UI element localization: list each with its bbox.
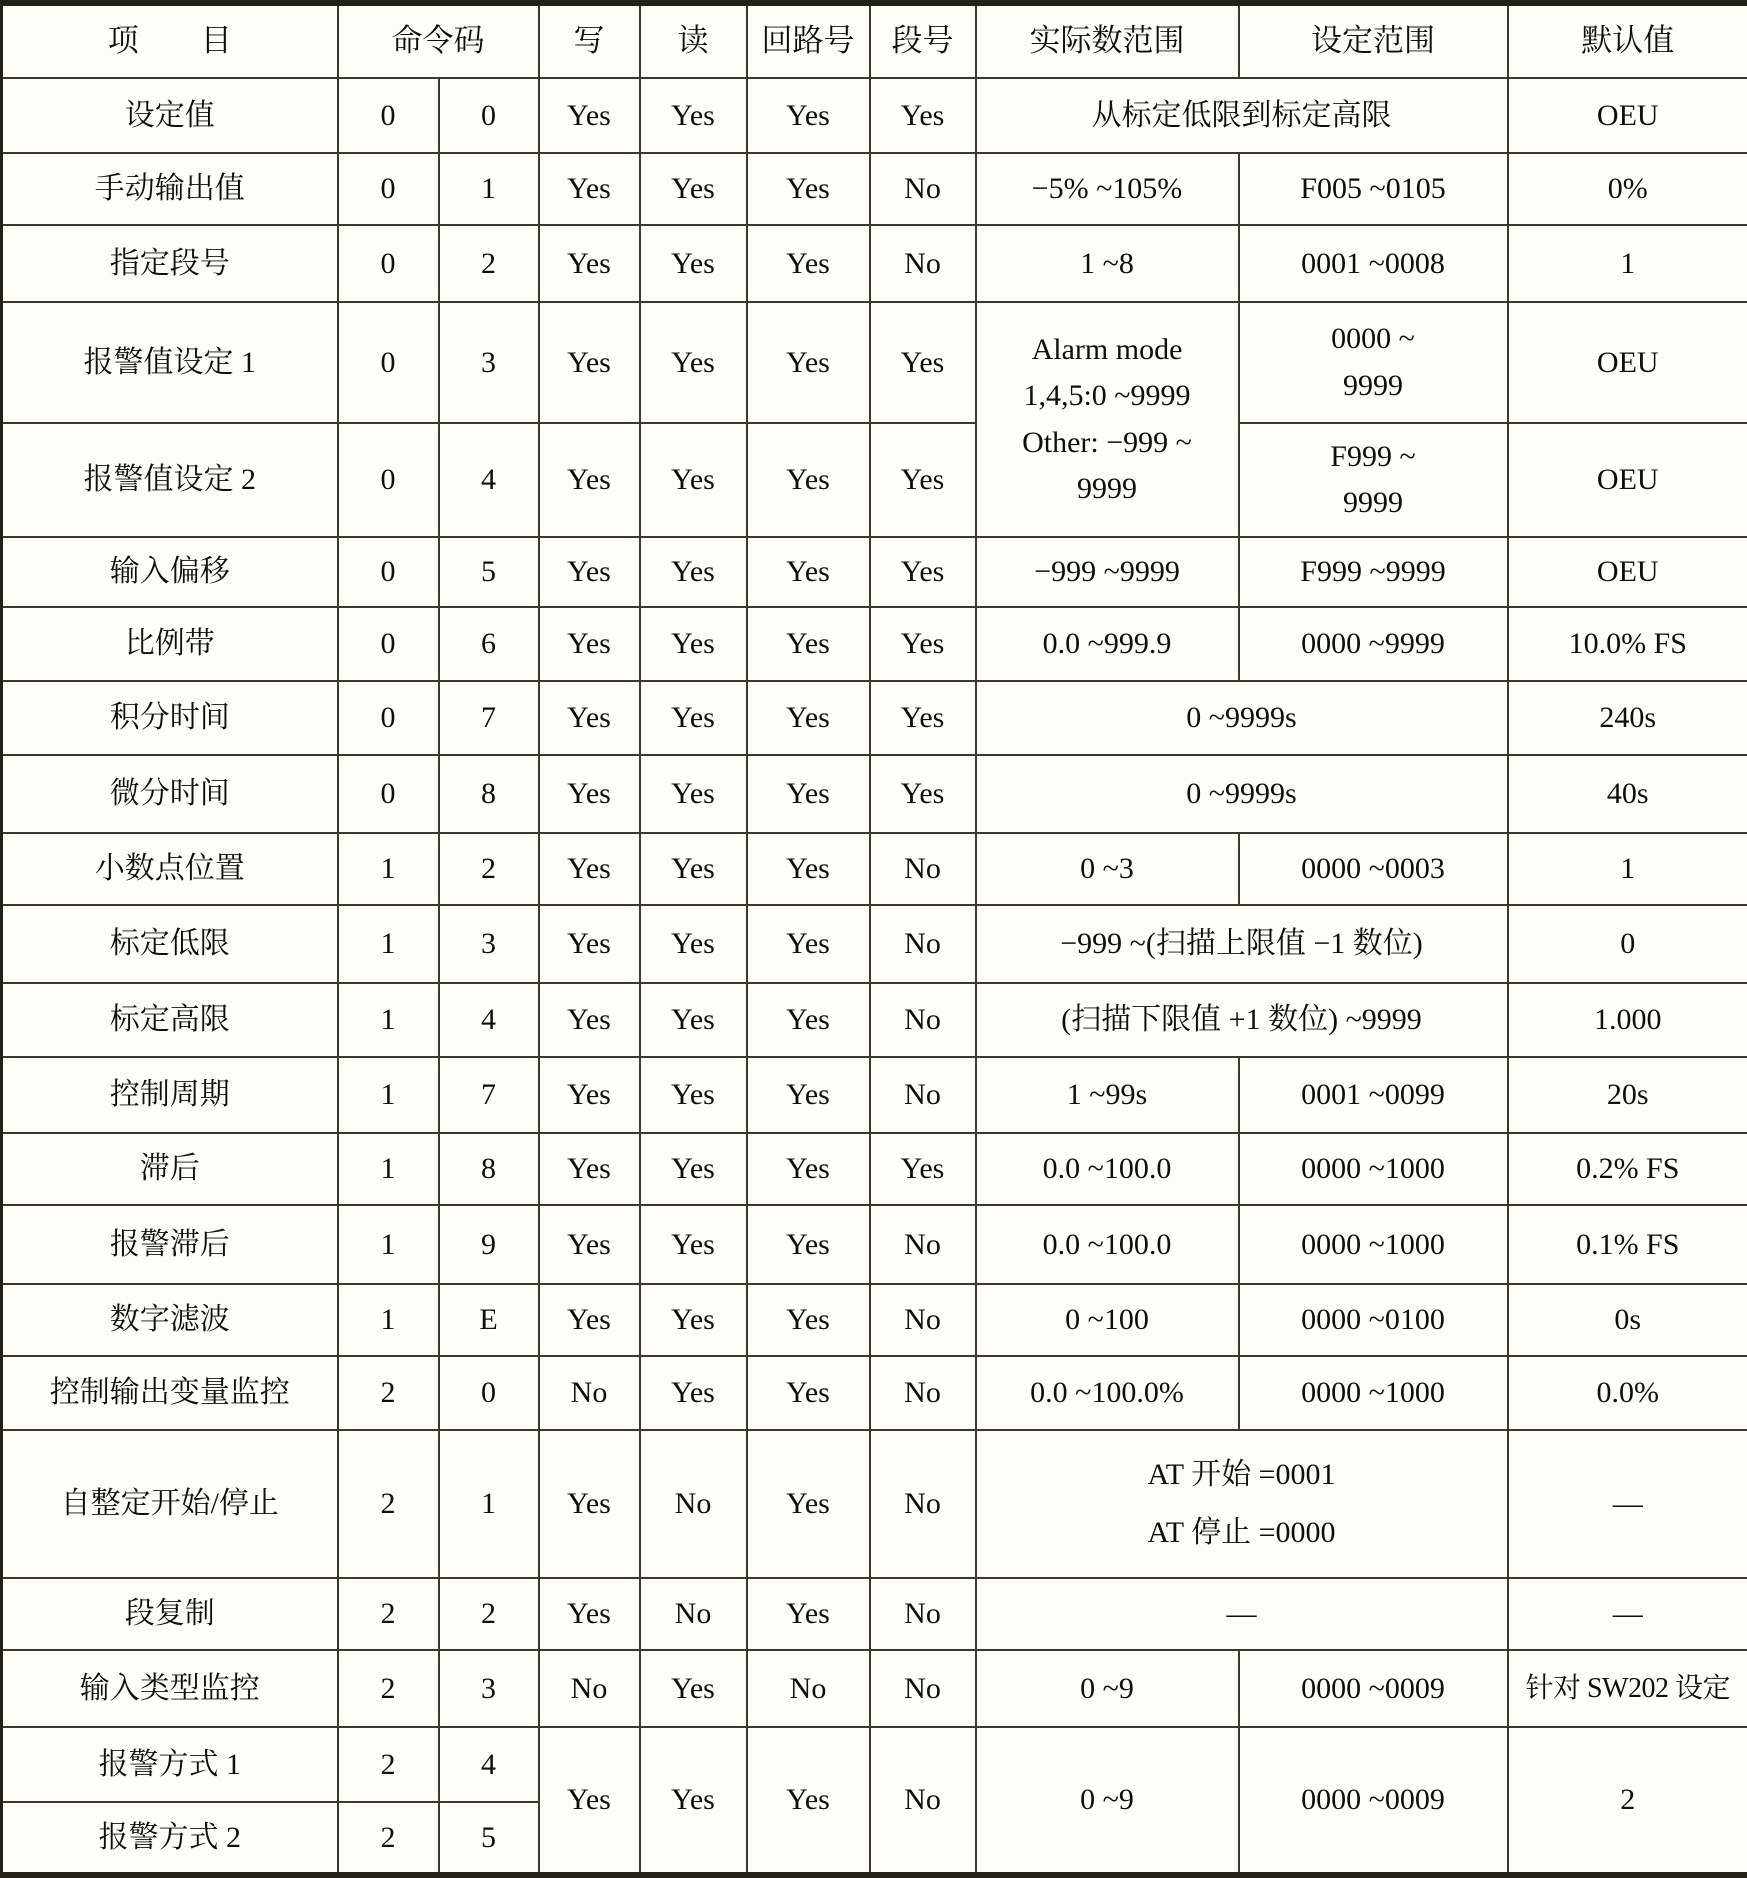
header-segment-number: 段号 — [870, 3, 976, 78]
cell-item: 输入偏移 — [2, 537, 338, 607]
cell-range-merged: 从标定低限到标定高限 — [976, 78, 1508, 153]
table-row-input-offset — [2, 537, 1747, 607]
cell-line: 9999 — [980, 466, 1235, 513]
cell-cmd1: 1 — [338, 1133, 439, 1205]
cell-loop: Yes — [747, 833, 870, 905]
cell-segment: No — [870, 1430, 976, 1578]
cell-default: 0s — [1508, 1284, 1747, 1356]
table-row-autotune-start-stop — [2, 1430, 1747, 1578]
cell-setting-range: 0000 ~0003 — [1239, 833, 1508, 905]
cell-item: 指定段号 — [2, 225, 338, 302]
cell-loop: Yes — [747, 1430, 870, 1578]
cell-loop: Yes — [747, 302, 870, 423]
cell-cmd2: 4 — [439, 1727, 539, 1802]
cell-default: 0% — [1508, 153, 1747, 225]
cell-default: 0.2% FS — [1508, 1133, 1747, 1205]
table-row-calibration-high-limit — [2, 983, 1747, 1057]
cell-range-merged — [976, 1430, 1508, 1578]
cell-actual-range: 0 ~3 — [976, 833, 1239, 905]
table-row-hysteresis — [2, 1133, 1747, 1205]
cell-write: Yes — [539, 681, 640, 755]
cell-item: 比例带 — [2, 607, 338, 681]
cell-cmd1: 1 — [338, 1205, 439, 1284]
cell-cmd1: 1 — [338, 1284, 439, 1356]
cell-read: Yes — [640, 78, 747, 153]
cell-write: Yes — [539, 1578, 640, 1650]
cell-item: 微分时间 — [2, 755, 338, 833]
cell-write: Yes — [539, 537, 640, 607]
cell-cmd1: 2 — [338, 1727, 439, 1802]
cell-item: 报警方式 1 — [2, 1727, 338, 1802]
cell-write: Yes — [539, 607, 640, 681]
header-read: 读 — [640, 3, 747, 78]
cell-read: Yes — [640, 1205, 747, 1284]
cell-cmd1: 0 — [338, 78, 439, 153]
cell-segment: No — [870, 1650, 976, 1727]
table-row-derivative-time — [2, 755, 1747, 833]
cell-read: Yes — [640, 1356, 747, 1430]
cell-cmd1: 0 — [338, 225, 439, 302]
cell-actual-range: 0.0 ~999.9 — [976, 607, 1239, 681]
table-row-proportional-band — [2, 607, 1747, 681]
cell-item: 报警方式 2 — [2, 1802, 338, 1875]
cell-default: OEU — [1508, 537, 1747, 607]
cell-segment: No — [870, 983, 976, 1057]
table-row-segment-copy — [2, 1578, 1747, 1650]
cell-actual-range: 0 ~100 — [976, 1284, 1239, 1356]
table-row-manual-output — [2, 153, 1747, 225]
cell-segment: Yes — [870, 302, 976, 423]
cell-read: Yes — [640, 905, 747, 983]
cell-item: 报警值设定 2 — [2, 423, 338, 537]
cell-segment: Yes — [870, 423, 976, 537]
cell-cmd1: 0 — [338, 755, 439, 833]
cell-loop: Yes — [747, 225, 870, 302]
cell-loop: No — [747, 1650, 870, 1727]
cell-setting-range: F999 ~9999 — [1239, 537, 1508, 607]
cell-default: 1 — [1508, 833, 1747, 905]
cell-cmd2: 0 — [439, 1356, 539, 1430]
header-setting-range: 设定范围 — [1239, 3, 1508, 78]
cell-setting-range — [1239, 302, 1508, 423]
cell-cmd2: 3 — [439, 905, 539, 983]
cell-item: 滞后 — [2, 1133, 338, 1205]
cell-write: Yes — [539, 905, 640, 983]
cell-actual-range: −999 ~9999 — [976, 537, 1239, 607]
cell-line: AT 停止 =0000 — [980, 1504, 1504, 1563]
cell-default: 1.000 — [1508, 983, 1747, 1057]
cell-segment: No — [870, 153, 976, 225]
cell-item: 标定低限 — [2, 905, 338, 983]
cell-item: 控制输出变量监控 — [2, 1356, 338, 1430]
cell-actual-range: 0.0 ~100.0% — [976, 1356, 1239, 1430]
cell-segment: No — [870, 1578, 976, 1650]
cell-item: 输入类型监控 — [2, 1650, 338, 1727]
cell-read: Yes — [640, 1284, 747, 1356]
cell-read: No — [640, 1430, 747, 1578]
cell-default: 10.0% FS — [1508, 607, 1747, 681]
cell-segment: Yes — [870, 681, 976, 755]
cell-cmd2: 4 — [439, 423, 539, 537]
cell-item: 小数点位置 — [2, 833, 338, 905]
header-default-value: 默认值 — [1508, 3, 1747, 78]
table-row-integral-time — [2, 681, 1747, 755]
cell-item: 设定值 — [2, 78, 338, 153]
table-row-digital-filter — [2, 1284, 1747, 1356]
cell-default: — — [1508, 1578, 1747, 1650]
cell-setting-range: 0000 ~9999 — [1239, 607, 1508, 681]
cell-default: 240s — [1508, 681, 1747, 755]
cell-actual-range: 1 ~8 — [976, 225, 1239, 302]
cell-loop: Yes — [747, 1356, 870, 1430]
cell-loop: Yes — [747, 755, 870, 833]
cell-cmd2: 1 — [439, 1430, 539, 1578]
cell-read: Yes — [640, 225, 747, 302]
cell-segment: No — [870, 225, 976, 302]
cell-item: 报警滞后 — [2, 1205, 338, 1284]
cell-loop: Yes — [747, 1133, 870, 1205]
cell-range-merged: −999 ~(扫描上限值 −1 数位) — [976, 905, 1508, 983]
cell-default: 0.1% FS — [1508, 1205, 1747, 1284]
cell-default: — — [1508, 1430, 1747, 1578]
cell-read: No — [640, 1578, 747, 1650]
cell-setting-range: 0001 ~0008 — [1239, 225, 1508, 302]
cell-actual-range: 0.0 ~100.0 — [976, 1133, 1239, 1205]
cell-segment: No — [870, 1205, 976, 1284]
cell-loop: Yes — [747, 423, 870, 537]
cell-segment: No — [870, 833, 976, 905]
cell-item: 积分时间 — [2, 681, 338, 755]
cell-line: Alarm mode — [980, 327, 1235, 374]
header-command-code: 命令码 — [338, 3, 539, 78]
cell-loop: Yes — [747, 1578, 870, 1650]
cell-item: 标定高限 — [2, 983, 338, 1057]
cell-cmd1: 0 — [338, 607, 439, 681]
cell-setting-range: 0000 ~1000 — [1239, 1133, 1508, 1205]
cell-cmd2: 8 — [439, 1133, 539, 1205]
cell-cmd2: 8 — [439, 755, 539, 833]
cell-default: 2 — [1508, 1727, 1747, 1875]
cell-cmd1: 2 — [338, 1578, 439, 1650]
cell-write: Yes — [539, 1133, 640, 1205]
cell-write: Yes — [539, 423, 640, 537]
cell-segment: No — [870, 1057, 976, 1133]
cell-write: Yes — [539, 983, 640, 1057]
cell-read: Yes — [640, 1133, 747, 1205]
cell-cmd2: 2 — [439, 1578, 539, 1650]
cell-range-merged: 0 ~9999s — [976, 681, 1508, 755]
cell-write: Yes — [539, 1284, 640, 1356]
cell-write: Yes — [539, 755, 640, 833]
cell-loop: Yes — [747, 1205, 870, 1284]
cell-cmd1: 2 — [338, 1802, 439, 1875]
cell-cmd2: 0 — [439, 78, 539, 153]
cell-write: Yes — [539, 833, 640, 905]
cell-item: 报警值设定 1 — [2, 302, 338, 423]
cell-actual-range: 1 ~99s — [976, 1057, 1239, 1133]
cell-loop: Yes — [747, 1284, 870, 1356]
cell-line: AT 开始 =0001 — [980, 1446, 1504, 1505]
cell-segment: Yes — [870, 537, 976, 607]
cell-default: 0 — [1508, 905, 1747, 983]
cell-default: OEU — [1508, 78, 1747, 153]
header-actual-range: 实际数范围 — [976, 3, 1239, 78]
table-row-setpoint — [2, 78, 1747, 153]
cell-cmd2: 1 — [439, 153, 539, 225]
cell-cmd2: 5 — [439, 537, 539, 607]
cell-read: Yes — [640, 681, 747, 755]
cell-read: Yes — [640, 537, 747, 607]
cell-default: 0.0% — [1508, 1356, 1747, 1430]
cell-setting-range: 0000 ~0100 — [1239, 1284, 1508, 1356]
cell-cmd2: 3 — [439, 302, 539, 423]
cell-read: Yes — [640, 1727, 747, 1875]
cell-setting-range: 0001 ~0099 — [1239, 1057, 1508, 1133]
cell-loop: Yes — [747, 78, 870, 153]
cell-cmd1: 2 — [338, 1356, 439, 1430]
cell-setting-range: 0000 ~0009 — [1239, 1650, 1508, 1727]
cell-cmd2: 2 — [439, 833, 539, 905]
header-item: 项 目 — [2, 3, 338, 78]
cell-cmd1: 1 — [338, 1057, 439, 1133]
cell-setting-range — [1239, 423, 1508, 537]
cell-loop: Yes — [747, 1727, 870, 1875]
cell-default: OEU — [1508, 423, 1747, 537]
cell-item: 手动输出值 — [2, 153, 338, 225]
cell-line: 9999 — [1243, 363, 1504, 410]
cell-item: 自整定开始/停止 — [2, 1430, 338, 1578]
cell-range-merged: (扫描下限值 +1 数位) ~9999 — [976, 983, 1508, 1057]
cell-default: 20s — [1508, 1057, 1747, 1133]
cell-read: Yes — [640, 983, 747, 1057]
cell-item: 数字滤波 — [2, 1284, 338, 1356]
cell-loop: Yes — [747, 607, 870, 681]
cell-cmd2: 4 — [439, 983, 539, 1057]
cell-write: Yes — [539, 1430, 640, 1578]
cell-cmd1: 0 — [338, 681, 439, 755]
cell-loop: Yes — [747, 1057, 870, 1133]
cell-loop: Yes — [747, 153, 870, 225]
header-row — [2, 3, 1747, 78]
cell-range-merged: 0 ~9999s — [976, 755, 1508, 833]
cell-line: 9999 — [1243, 480, 1504, 527]
cell-write: No — [539, 1356, 640, 1430]
cell-line: 0000 ~ — [1243, 316, 1504, 363]
cell-range-merged: — — [976, 1578, 1508, 1650]
table-row-alarm-set-1 — [2, 302, 1747, 423]
table-row-decimal-point-position — [2, 833, 1747, 905]
cell-cmd1: 1 — [338, 905, 439, 983]
cell-segment: No — [870, 905, 976, 983]
cell-actual-range-merged — [976, 302, 1239, 537]
cell-segment: Yes — [870, 1133, 976, 1205]
cell-actual-range: 0.0 ~100.0 — [976, 1205, 1239, 1284]
cell-line: Other: −999 ~ — [980, 420, 1235, 467]
cell-segment: Yes — [870, 755, 976, 833]
cell-item: 段复制 — [2, 1578, 338, 1650]
cell-cmd1: 2 — [338, 1430, 439, 1578]
cell-cmd1: 0 — [338, 423, 439, 537]
cell-read: Yes — [640, 833, 747, 905]
cell-cmd1: 0 — [338, 537, 439, 607]
cell-cmd2: 6 — [439, 607, 539, 681]
cell-segment: No — [870, 1284, 976, 1356]
cell-loop: Yes — [747, 983, 870, 1057]
cell-read: Yes — [640, 607, 747, 681]
cell-write: Yes — [539, 302, 640, 423]
cell-cmd1: 1 — [338, 983, 439, 1057]
cell-write: Yes — [539, 153, 640, 225]
cell-write: Yes — [539, 1727, 640, 1875]
cell-item: 控制周期 — [2, 1057, 338, 1133]
table-row-input-type-monitor — [2, 1650, 1747, 1727]
cell-cmd1: 2 — [338, 1650, 439, 1727]
cell-write: Yes — [539, 1057, 640, 1133]
cell-segment: No — [870, 1356, 976, 1430]
cell-setting-range: 0000 ~1000 — [1239, 1205, 1508, 1284]
cell-line: 1,4,5:0 ~9999 — [980, 373, 1235, 420]
table-row-alarm-mode-1 — [2, 1727, 1747, 1802]
cell-setting-range: F005 ~0105 — [1239, 153, 1508, 225]
cell-cmd2: 7 — [439, 1057, 539, 1133]
cell-read: Yes — [640, 1650, 747, 1727]
table-row-alarm-set-2 — [2, 423, 1747, 537]
cell-actual-range: 0 ~9 — [976, 1727, 1239, 1875]
cell-setting-range: 0000 ~0009 — [1239, 1727, 1508, 1875]
cell-loop: Yes — [747, 905, 870, 983]
cell-default: OEU — [1508, 302, 1747, 423]
cell-read: Yes — [640, 302, 747, 423]
cell-cmd2: 7 — [439, 681, 539, 755]
cell-default: 40s — [1508, 755, 1747, 833]
cell-loop: Yes — [747, 681, 870, 755]
cell-read: Yes — [640, 423, 747, 537]
cell-read: Yes — [640, 755, 747, 833]
cell-read: Yes — [640, 153, 747, 225]
cell-write: Yes — [539, 225, 640, 302]
cell-read: Yes — [640, 1057, 747, 1133]
cell-cmd2: 3 — [439, 1650, 539, 1727]
cell-cmd1: 1 — [338, 833, 439, 905]
table-row-calibration-low-limit — [2, 905, 1747, 983]
cell-default: 针对 SW202 设定 — [1508, 1650, 1747, 1727]
cell-write: Yes — [539, 78, 640, 153]
header-write: 写 — [539, 3, 640, 78]
header-loop-number: 回路号 — [747, 3, 870, 78]
cell-segment: Yes — [870, 607, 976, 681]
cell-loop: Yes — [747, 537, 870, 607]
cell-actual-range: −5% ~105% — [976, 153, 1239, 225]
table-row-alarm-hysteresis — [2, 1205, 1747, 1284]
cell-segment: Yes — [870, 78, 976, 153]
cell-line: F999 ~ — [1243, 434, 1504, 481]
cell-actual-range: 0 ~9 — [976, 1650, 1239, 1727]
cell-cmd2: 5 — [439, 1802, 539, 1875]
cell-cmd2: 2 — [439, 225, 539, 302]
cell-write: No — [539, 1650, 640, 1727]
cell-cmd2: 9 — [439, 1205, 539, 1284]
cell-cmd1: 0 — [338, 153, 439, 225]
table-row-specified-segment — [2, 225, 1747, 302]
cell-segment: No — [870, 1727, 976, 1875]
cell-cmd1: 0 — [338, 302, 439, 423]
cell-default: 1 — [1508, 225, 1747, 302]
table-row-control-period — [2, 1057, 1747, 1133]
table-row-control-output-monitor — [2, 1356, 1747, 1430]
cell-write: Yes — [539, 1205, 640, 1284]
cell-setting-range: 0000 ~1000 — [1239, 1356, 1508, 1430]
cell-cmd2: E — [439, 1284, 539, 1356]
